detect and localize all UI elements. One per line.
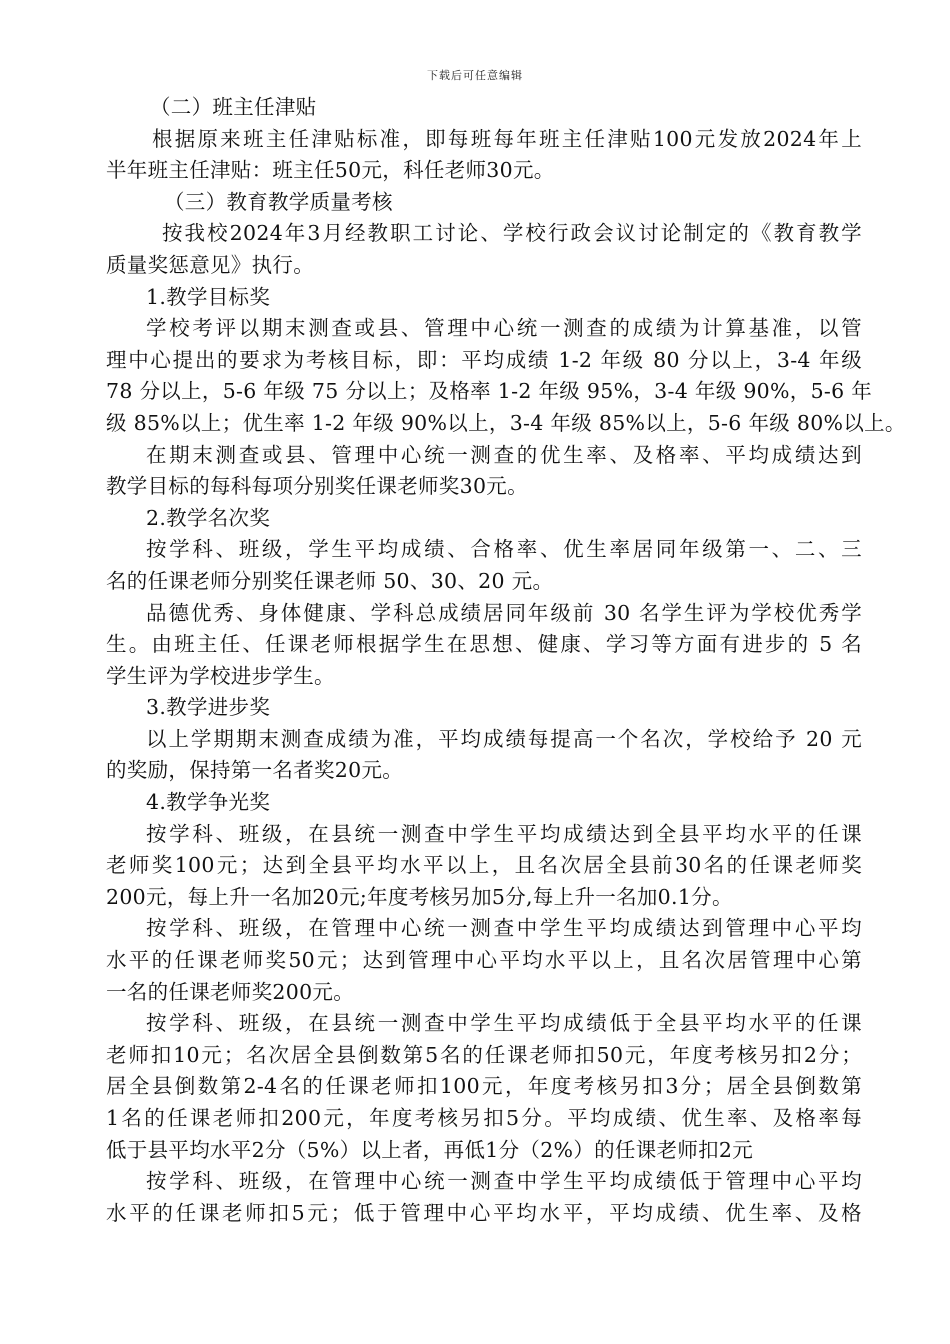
paragraph-line: 级 85%以上；优生率 1-2 年级 90%以上，3-4 年级 85%以上，5-6 年级 80%以上。 (106, 410, 906, 435)
paragraph-line: 按我校2024年3月经教职工讨论、学校行政会议讨论制定的《教育教学 (162, 221, 862, 246)
paragraph-line: 按学科、班级，在管理中心统一测查中学生平均成绩低于管理中心平均 (146, 1169, 862, 1194)
paragraph-line: 学生评为学校进步学生。 (106, 663, 335, 688)
paragraph-line: 按学科、班级，在管理中心统一测查中学生平均成绩达到管理中心平均 (146, 916, 862, 941)
paragraph-line: 学校考评以期末测查或县、管理中心统一测查的成绩为计算基准，以管 (146, 316, 862, 341)
paragraph-line: 根据原来班主任津贴标准，即每班每年班主任津贴100元发放2024年上 (152, 126, 862, 151)
paragraph-line: 水平的任课老师扣5元；低于管理中心平均水平，平均成绩、优生率、及格 (106, 1200, 862, 1225)
paragraph-line: 品德优秀、身体健康、学科总成绩居同年级前 30 名学生评为学校优秀学 (146, 600, 862, 625)
paragraph-line: 按学科、班级，在县统一测查中学生平均成绩达到全县平均水平的任课 (146, 821, 862, 846)
paragraph-line: 半年班主任津贴：班主任50元，科任老师30元。 (106, 158, 555, 183)
paragraph-line: 理中心提出的要求为考核目标，即：平均成绩 1-2 年级 80 分以上，3-4 年级 (106, 347, 862, 372)
paragraph-line: 教学目标的每科每项分别奖任课老师奖30元。 (106, 474, 528, 499)
paragraph-line: 按学科、班级，学生平均成绩、合格率、优生率居同年级第一、二、三 (146, 537, 862, 562)
subsection-heading-progress-award: 3.教学进步奖 (146, 695, 271, 720)
paragraph-line: 老师奖100元；达到全县平均水平以上，且名次居全县前30名的任课老师奖 (106, 853, 862, 878)
page-header-note: 下载后可任意编辑 (427, 69, 523, 82)
paragraph-line: 生。由班主任、任课老师根据学生在思想、健康、学习等方面有进步的 5 名 (106, 632, 862, 657)
paragraph-line: 居全县倒数第2-4名的任课老师扣100元，年度考核另扣3分；居全县倒数第 (106, 1074, 862, 1099)
section-heading-quality: （三）教育教学质量考核 (164, 189, 393, 214)
subsection-heading-rank-award: 2.教学名次奖 (146, 505, 271, 530)
paragraph-line: 78 分以上，5-6 年级 75 分以上；及格率 1-2 年级 95%，3-4 年级 90%，5-6 年 (106, 379, 873, 404)
subsection-heading-honor-award: 4.教学争光奖 (146, 790, 271, 815)
paragraph-line: 水平的任课老师奖50元；达到管理中心平均水平以上，且名次居管理中心第 (106, 948, 862, 973)
subsection-heading-target-award: 1.教学目标奖 (146, 284, 271, 309)
paragraph-line: 质量奖惩意见》执行。 (106, 252, 314, 277)
paragraph-line: 一名的任课老师奖200元。 (106, 979, 355, 1004)
paragraph-line: 1名的任课老师扣200元，年度考核另扣5分。平均成绩、优生率、及格率每 (106, 1106, 862, 1130)
paragraph-line: 按学科、班级，在县统一测查中学生平均成绩低于全县平均水平的任课 (146, 1011, 862, 1036)
document-body (106, 92, 906, 1229)
paragraph-line: 老师扣10元；名次居全县倒数第5名的任课老师扣50元，年度考核另扣2分； (106, 1042, 862, 1067)
paragraph-line: 名的任课老师分别奖任课老师 50、30、20 元。 (106, 568, 554, 593)
paragraph-line: 200元，每上升一名加20元;年度考核另加5分,每上升一名加0.1分。 (106, 884, 733, 909)
paragraph-line: 低于县平均水平2分（5%）以上者，再低1分（2%）的任课老师扣2元 (106, 1137, 754, 1162)
paragraph-line: 在期末测查或县、管理中心统一测查的优生率、及格率、平均成绩达到 (146, 442, 862, 467)
paragraph-line: 以上学期期末测查成绩为准，平均成绩每提高一个名次，学校给予 20 元 (146, 726, 862, 751)
paragraph-line: 的奖励，保持第一名者奖20元。 (106, 758, 404, 783)
section-heading-allowance: （二）班主任津贴 (150, 95, 317, 119)
